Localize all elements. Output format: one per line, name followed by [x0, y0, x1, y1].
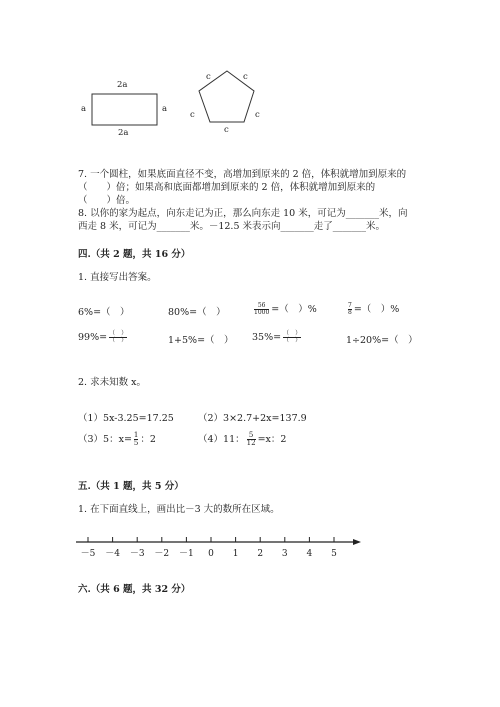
number-line-label: 2 — [257, 549, 264, 559]
rect-right-label: a — [162, 104, 168, 114]
fraction: $\frac{7}{8}$ — [348, 302, 352, 316]
section-6-title: 六.（共 6 题，共 32 分） — [78, 584, 191, 595]
sec5-q1: 1. 在下面直线上，画出比－3 大的数所在区域。 — [78, 504, 280, 515]
number-line-label: 3 — [281, 549, 288, 559]
q8-line-1: 8. 以你的家为起点，向东走记为正，那么向东走 10 米，可记为_______米，向 — [78, 208, 408, 219]
calc-r2c1: 99%= $\frac{( )}{( )}$ — [78, 330, 128, 344]
pentagon-side-label: c — [190, 110, 195, 120]
number-line-label: －4 — [105, 549, 120, 559]
pentagon-side-label: c — [255, 110, 260, 120]
number-line-label: 5 — [331, 549, 337, 559]
sec4-q1-title: 1. 直接写出答案。 — [78, 272, 157, 283]
q8-line-2: 西走 8 米，可记为_______米。－12.5 米表示向_______走了_______米。 — [78, 221, 386, 232]
calc-r2c4: 1÷20%=（ ） — [346, 335, 418, 346]
sec4-q2-title: 2. 求未知数 x。 — [78, 377, 146, 388]
fraction: $\frac{( )}{( )}$ — [283, 330, 302, 344]
equation-4: （4）11： $\frac{5}{12}$ =x：2 — [198, 431, 287, 447]
pentagon-side-label: c — [243, 72, 248, 82]
fraction: $\frac{5}{12}$ — [246, 431, 256, 447]
q7-line-1: 7. 一个圆柱，如果底面直径不变，高增加到原来的 2 倍，体积就增加到原来的 — [78, 169, 407, 180]
fraction: $\frac{( )}{( )}$ — [109, 330, 128, 344]
geometry-figures — [0, 0, 500, 160]
rectangle-figure — [92, 94, 157, 125]
q7-line-3: （ ）倍。 — [78, 195, 136, 206]
number-line-label: －1 — [179, 549, 194, 559]
rect-bottom-label: 2a — [118, 128, 129, 138]
calc-r1c3: $\frac{56}{1000}$ =（ ）% — [254, 302, 317, 316]
number-line-arrow — [353, 539, 361, 545]
calc-r1c4: $\frac{7}{8}$ =（ ）% — [348, 302, 400, 316]
calc-r1c1: 6%=（ ） — [78, 307, 130, 318]
calc-r2c3: 35%= $\frac{( )}{( )}$ — [252, 330, 302, 344]
fraction: $\frac{56}{1000}$ — [254, 302, 270, 316]
number-line-label: －2 — [154, 549, 170, 559]
rect-left-label: a — [81, 104, 87, 114]
equation-3: （3）5：x= $\frac{1}{5}$ ：2 — [78, 431, 156, 447]
pentagon-side-label: c — [224, 125, 229, 135]
equation-2: （2）3×2.7+2x=137.9 — [198, 413, 307, 424]
calc-r2c2: 1+5%=（ ） — [168, 335, 234, 346]
number-line-label: －5 — [80, 549, 96, 559]
number-line — [0, 530, 500, 570]
rect-top-label: 2a — [117, 80, 128, 90]
number-line-label: 4 — [306, 549, 313, 559]
section-5-title: 五.（共 1 题，共 5 分） — [78, 481, 184, 492]
number-line-label: －3 — [129, 549, 145, 559]
section-4-title: 四.（共 2 题，共 16 分） — [78, 249, 191, 260]
number-line-label: 1 — [232, 549, 239, 559]
fraction: $\frac{1}{5}$ — [133, 431, 139, 447]
equation-1: （1）5x-3.25=17.25 — [78, 413, 174, 424]
calc-r1c2: 80%=（ ） — [168, 307, 226, 318]
number-line-label: 0 — [208, 549, 214, 559]
pentagon-side-label: c — [206, 72, 211, 82]
q7-line-2: （ ）倍；如果高和底面都增加到原来的 2 倍，体积就增加到原来的 — [78, 182, 376, 193]
